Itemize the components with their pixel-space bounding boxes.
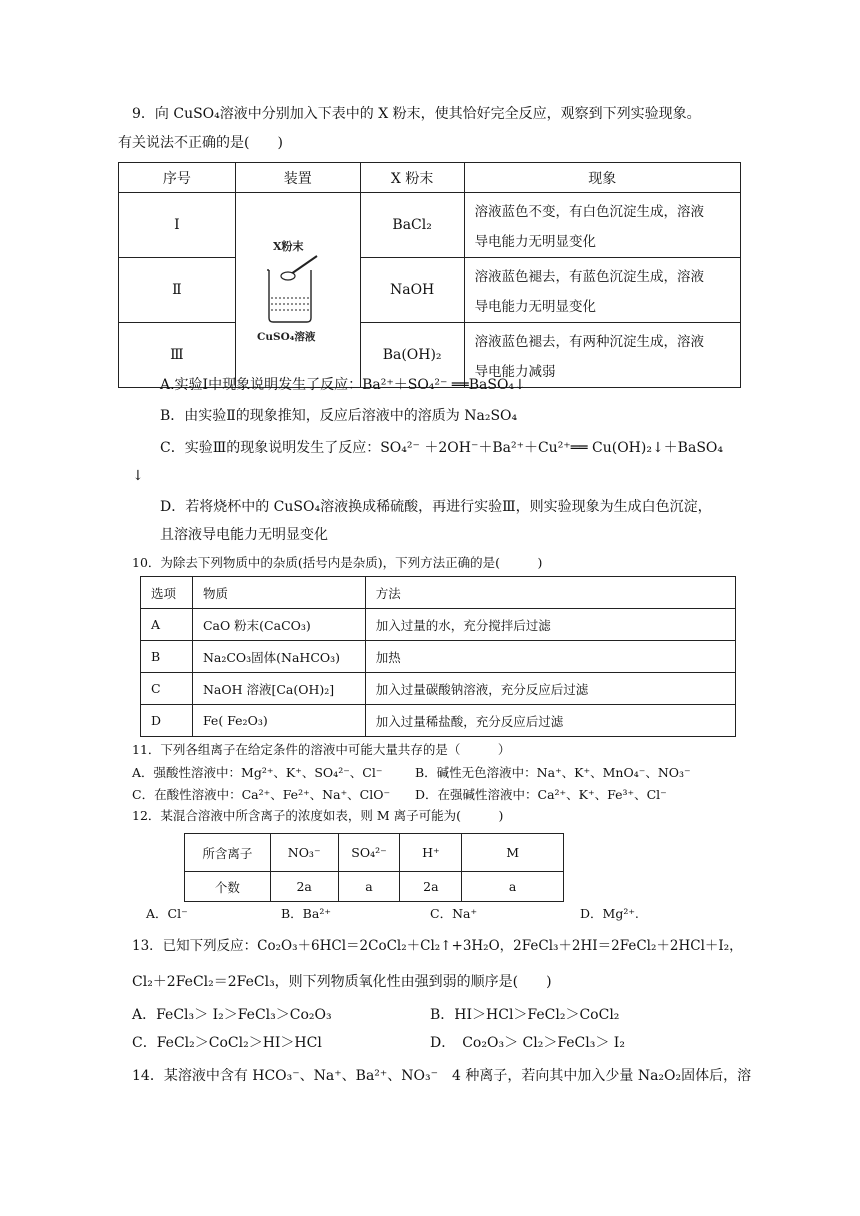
- ion-so4: SO₄²⁻: [338, 834, 400, 872]
- q13-line2: Cl₂＋2FeCl₂＝2FeCl₃，则下列物质氧化性由强到弱的顺序是( ): [132, 974, 552, 990]
- x-powder: Ba(OH)₂: [360, 323, 464, 388]
- q10-stem: 10．为除去下列物质中的杂质(括号内是杂质)，下列方法正确的是( ): [132, 555, 543, 570]
- ion-h: H⁺: [400, 834, 462, 872]
- table-row: [141, 641, 736, 673]
- method: 加入过量碳酸钠溶液，充分反应后过滤: [365, 673, 735, 705]
- x-powder: BaCl₂: [360, 193, 464, 258]
- count-so4: a: [338, 872, 400, 902]
- q9-stem-line2: 有关说法不正确的是( ): [118, 135, 283, 151]
- q9-header-phenomenon: 现象: [464, 163, 740, 193]
- q9-header-apparatus: 装置: [235, 163, 360, 193]
- q9-table: [118, 162, 741, 388]
- option-letter: B: [141, 641, 193, 673]
- q9-header-no: 序号: [119, 163, 236, 193]
- table-row: [185, 834, 564, 872]
- phenomenon: 溶液蓝色不变，有白色沉淀生成，溶液 导电能力无明显变化: [464, 193, 740, 258]
- q9-header-x: X 粉末: [360, 163, 464, 193]
- table-row: [141, 609, 736, 641]
- q10-header-method: 方法: [365, 577, 735, 609]
- q12-stem: 12．某混合溶液中所含离子的浓度如表，则 M 离子可能为( ): [132, 808, 504, 823]
- count-header: 个数: [185, 872, 271, 902]
- option-letter: D: [141, 705, 193, 737]
- q11-option-b: B．碱性无色溶液中：Na⁺、K⁺、MnO₄⁻、NO₃⁻: [415, 765, 691, 780]
- row-number: Ⅰ: [119, 193, 236, 258]
- q13-line1: 13．已知下列反应：Co₂O₃＋6HCl＝2CoCl₂＋Cl₂↑+3H₂O，2FeCl₃＋2HI＝2FeCl₂＋2HCl＋I₂，: [132, 938, 743, 954]
- x-powder: NaOH: [360, 258, 464, 323]
- q9-option-a: A.实验Ⅰ中现象说明发生了反应：Ba²⁺＋SO₄²⁻ ══BaSO₄↓: [160, 377, 526, 393]
- q13-option-d: D． Co₂O₃＞ Cl₂＞FeCl₃＞ I₂: [430, 1035, 625, 1051]
- option-letter: C: [141, 673, 193, 705]
- count-no3: 2a: [270, 872, 338, 902]
- q11-option-c: C．在酸性溶液中：Ca²⁺、Fe²⁺、Na⁺、ClO⁻: [132, 787, 391, 802]
- method: 加入过量的水，充分搅拌后过滤: [365, 609, 735, 641]
- q10-header-substance: 物质: [192, 577, 365, 609]
- row-number: Ⅲ: [119, 323, 236, 388]
- q14-line1: 14．某溶液中含有 HCO₃⁻、Na⁺、Ba²⁺、NO₃⁻ 4 种离子，若向其中加入少量 Na₂O₂固体后，溶: [132, 1068, 752, 1084]
- count-m: a: [462, 872, 564, 902]
- q9-option-d-line1: D．若将烧杯中的 CuSO₄溶液换成稀硫酸，再进行实验Ⅲ，则实验现象为生成白色沉淀，: [160, 499, 712, 515]
- q10-table: [140, 576, 736, 737]
- q9-option-d-line2: 且溶液导电能力无明显变化: [160, 527, 328, 543]
- q13-option-c: C．FeCl₂＞CoCl₂＞HI＞HCl: [132, 1035, 322, 1051]
- q11-option-a: A．强酸性溶液中：Mg²⁺、K⁺、SO₄²⁻、Cl⁻: [132, 765, 383, 780]
- table-row: [119, 258, 741, 323]
- substance: Fe( Fe₂O₃): [192, 705, 365, 737]
- phenomenon: 溶液蓝色褪去，有蓝色沉淀生成，溶液 导电能力无明显变化: [464, 258, 740, 323]
- q11-option-d: D．在强碱性溶液中：Ca²⁺、K⁺、Fe³⁺、Cl⁻: [415, 787, 667, 802]
- q12-option-a: A．Cl⁻: [146, 906, 188, 921]
- substance: Na₂CO₃固体(NaHCO₃): [192, 641, 365, 673]
- q13-option-b: B．HI＞HCl＞FeCl₂＞CoCl₂: [430, 1007, 620, 1023]
- beaker-icon: [243, 228, 353, 348]
- method: 加热: [365, 641, 735, 673]
- q12-table: [184, 833, 564, 902]
- q12-option-d: D．Mg²⁺.: [580, 906, 639, 921]
- ion-no3: NO₃⁻: [270, 834, 338, 872]
- q9-option-b: B．由实验Ⅱ的现象推知，反应后溶液中的溶质为 Na₂SO₄: [160, 408, 518, 424]
- q11-stem: 11．下列各组离子在给定条件的溶液中可能大量共存的是（ ）: [132, 742, 511, 757]
- phenomenon: 溶液蓝色褪去，有两种沉淀生成，溶液 导电能力减弱: [464, 323, 740, 388]
- q9-stem-line1: 9．向 CuSO₄溶液中分别加入下表中的 X 粉末，使其恰好完全反应，观察到下列实验现象。: [132, 106, 701, 122]
- ion-header: 所含离子: [185, 834, 271, 872]
- substance: NaOH 溶液[Ca(OH)₂]: [192, 673, 365, 705]
- row-number: Ⅱ: [119, 258, 236, 323]
- table-row: [141, 705, 736, 737]
- q9-option-c-line2: ↓: [132, 468, 144, 484]
- q9-option-c-line1: C．实验Ⅲ的现象说明发生了反应：SO₄²⁻ ＋2OH⁻＋Ba²⁺＋Cu²⁺══ Cu(OH)₂↓＋BaSO₄: [160, 440, 723, 456]
- ion-m: M: [462, 834, 564, 872]
- table-row: [185, 872, 564, 902]
- table-row: [119, 193, 741, 258]
- option-letter: A: [141, 609, 193, 641]
- apparatus-x-label: X粉末: [272, 240, 304, 253]
- method: 加入过量稀盐酸，充分反应后过滤: [365, 705, 735, 737]
- table-row: [141, 673, 736, 705]
- q10-header-option: 选项: [141, 577, 193, 609]
- beaker-apparatus-cell: [235, 193, 360, 388]
- q12-option-b: B．Ba²⁺: [281, 906, 331, 921]
- q12-option-c: C．Na⁺: [430, 906, 478, 921]
- count-h: 2a: [400, 872, 462, 902]
- substance: CaO 粉末(CaCO₃): [192, 609, 365, 641]
- apparatus-solution-label: CuSO₄溶液: [256, 331, 316, 343]
- q13-option-a: A．FeCl₃＞ I₂＞FeCl₃＞Co₂O₃: [132, 1007, 332, 1023]
